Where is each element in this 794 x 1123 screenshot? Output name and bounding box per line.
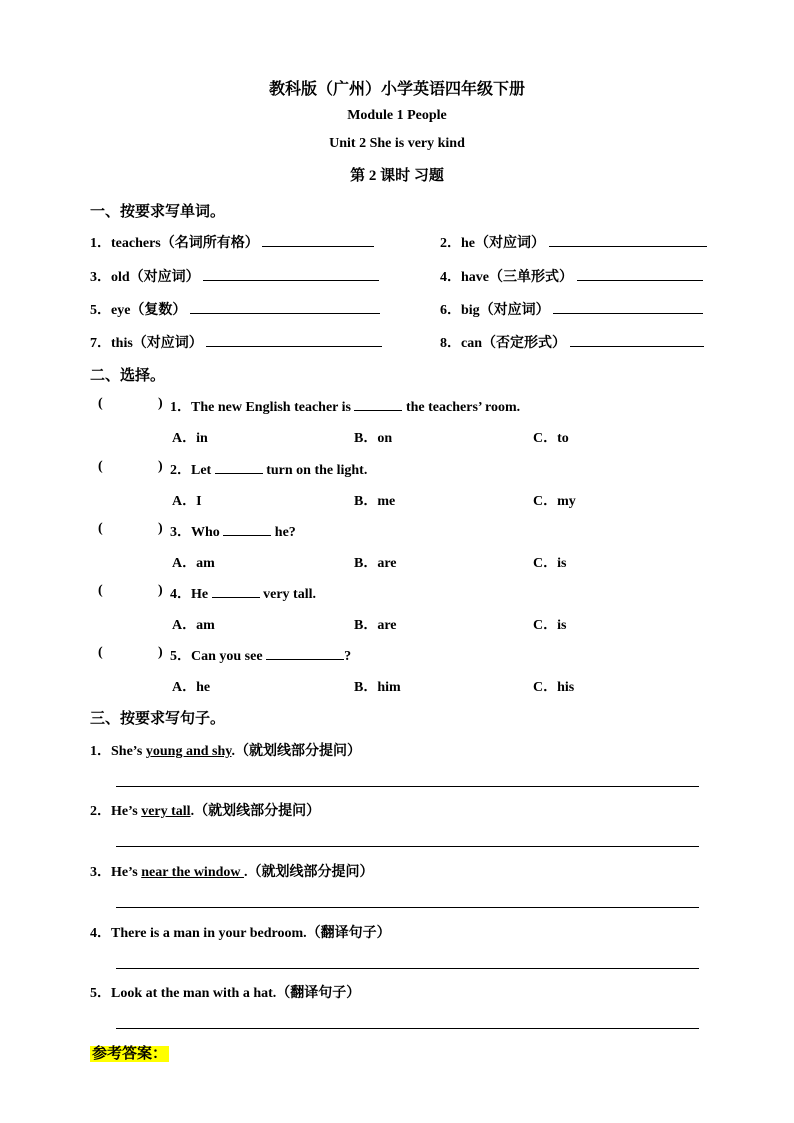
word-item-5 [90,299,380,319]
choice-answer-slot[interactable] [106,645,156,661]
item-number: 3． [90,865,111,880]
choice-answer-slot[interactable] [106,459,156,475]
answer-blank[interactable] [206,332,382,347]
choice-answer-slot[interactable] [106,583,156,599]
question-blank [266,645,344,660]
question-number: 5． [170,649,191,664]
option-a[interactable]: A．I [172,494,202,509]
item-number: 7． [90,336,111,351]
word-item-2 [440,232,707,252]
option-c[interactable]: C．his [533,680,575,695]
option-b[interactable]: B．me [354,494,396,509]
option-c[interactable]: C．is [533,556,567,571]
underlined-part: near the window [141,865,245,880]
sentence-instruction: .（就划线部分提问） [244,865,374,880]
option-c[interactable]: C．to [533,431,569,446]
answer-key-text: 参考答案： [92,1046,168,1062]
answer-line[interactable] [116,907,699,908]
item-prompt: teachers（名词所有格） [111,236,259,251]
question-blank [354,396,402,411]
section3-heading: 三、按要求写句子。 [90,711,226,727]
paren-open: ( [98,645,103,660]
answer-blank[interactable] [577,266,703,281]
answer-line[interactable] [116,1028,699,1029]
choice-question-1 [170,396,520,416]
item-number: 5． [90,303,111,318]
paren-close: ) [158,583,163,598]
item-number: 1． [90,744,111,759]
answer-blank[interactable] [190,299,380,314]
paren-open: ( [98,396,103,411]
question-text-after: the teachers’ room. [405,400,521,415]
choice-question-2 [170,459,367,479]
option-a[interactable]: A．he [172,680,211,695]
sentence-text: There is a man in your bedroom.（翻译句子） [111,926,391,941]
paren-close: ) [158,459,163,474]
sentence-instruction: .（就划线部分提问） [190,804,321,819]
question-text-before: Who [191,525,220,540]
option-a[interactable]: A．in [172,431,208,446]
paren-close: ) [158,521,163,536]
item-prompt: old（对应词） [111,270,200,285]
item-number: 4． [440,270,461,285]
question-text-after: ? [344,649,352,664]
option-c[interactable]: C．my [533,494,576,509]
choice-question-3 [170,521,296,541]
paren-open: ( [98,521,103,536]
question-number: 4． [170,587,191,602]
worksheet-title: 教科版（广州）小学英语四年级下册 [268,81,525,98]
question-text-before: He [191,587,209,602]
question-number: 3． [170,525,191,540]
question-number: 1． [170,400,191,415]
item-number: 3． [90,270,111,285]
paren-close: ) [158,645,163,660]
item-number: 2． [440,236,461,251]
question-text-before: Can you see [191,649,263,664]
question-blank [212,583,260,598]
choice-answer-slot[interactable] [106,396,156,412]
question-text-after: he? [274,525,296,540]
underlined-part: young and shy [145,744,232,759]
option-b[interactable]: B．on [354,431,393,446]
answer-blank[interactable] [549,232,707,247]
item-prompt: have（三单形式） [461,270,573,285]
answer-blank[interactable] [203,266,379,281]
sentence-text: She’s [111,744,146,759]
section1-heading: 一、按要求写单词。 [90,204,226,220]
question-blank [215,459,263,474]
question-text-before: Let [191,463,212,478]
item-prompt: this（对应词） [111,336,203,351]
paren-close: ) [158,396,163,411]
question-number: 2． [170,463,191,478]
answer-blank[interactable] [553,299,703,314]
question-text-before: The new English teacher is [191,400,351,415]
item-number: 1． [90,236,111,251]
paren-open: ( [98,459,103,474]
question-text-after: very tall. [263,587,316,602]
option-c[interactable]: C．is [533,618,567,633]
sentence-item-1 [90,740,361,760]
option-a[interactable]: A．am [172,556,215,571]
item-number: 4． [90,926,111,941]
item-number: 5． [90,986,111,1001]
choice-answer-slot[interactable] [106,521,156,537]
option-b[interactable]: B．him [354,680,401,695]
item-number: 8． [440,336,461,351]
sentence-item-2 [90,800,320,820]
word-item-8 [440,332,704,352]
word-item-4 [440,266,703,286]
choice-question-5 [170,645,351,665]
answer-line[interactable] [116,846,699,847]
sentence-text: He’s [111,865,142,880]
word-item-7 [90,332,382,352]
option-b[interactable]: B．are [354,618,397,633]
sentence-text: He’s [111,804,142,819]
question-blank [223,521,271,536]
question-text-after: turn on the light. [266,463,368,478]
item-number: 6． [440,303,461,318]
item-prompt: big（对应词） [461,303,550,318]
sentence-instruction: .（就划线部分提问） [231,744,361,759]
item-prompt: eye（复数） [111,303,187,318]
answer-key-label [90,1042,169,1063]
sentence-item-5 [90,982,360,1002]
word-item-6 [440,299,703,319]
answer-blank[interactable] [262,232,374,247]
sentence-item-3 [90,861,374,881]
option-b[interactable]: B．are [354,556,397,571]
underlined-part: very tall [141,804,191,819]
item-prompt: can（否定形式） [461,336,566,351]
choice-question-4 [170,583,316,603]
sentence-text: Look at the man with a hat.（翻译句子） [111,986,361,1001]
option-a[interactable]: A．am [172,618,215,633]
item-prompt: he（对应词） [461,236,545,251]
module-title: Module 1 People [347,108,447,123]
paren-open: ( [98,583,103,598]
answer-line[interactable] [116,968,699,969]
unit-title: Unit 2 She is very kind [329,136,465,151]
lesson-title: 第 2 课时 习题 [350,168,444,184]
item-number: 2． [90,804,111,819]
sentence-item-4 [90,922,391,942]
answer-line[interactable] [116,786,699,787]
answer-blank[interactable] [570,332,704,347]
word-item-3 [90,266,379,286]
word-item-1 [90,232,374,252]
section2-heading: 二、选择。 [90,368,166,384]
